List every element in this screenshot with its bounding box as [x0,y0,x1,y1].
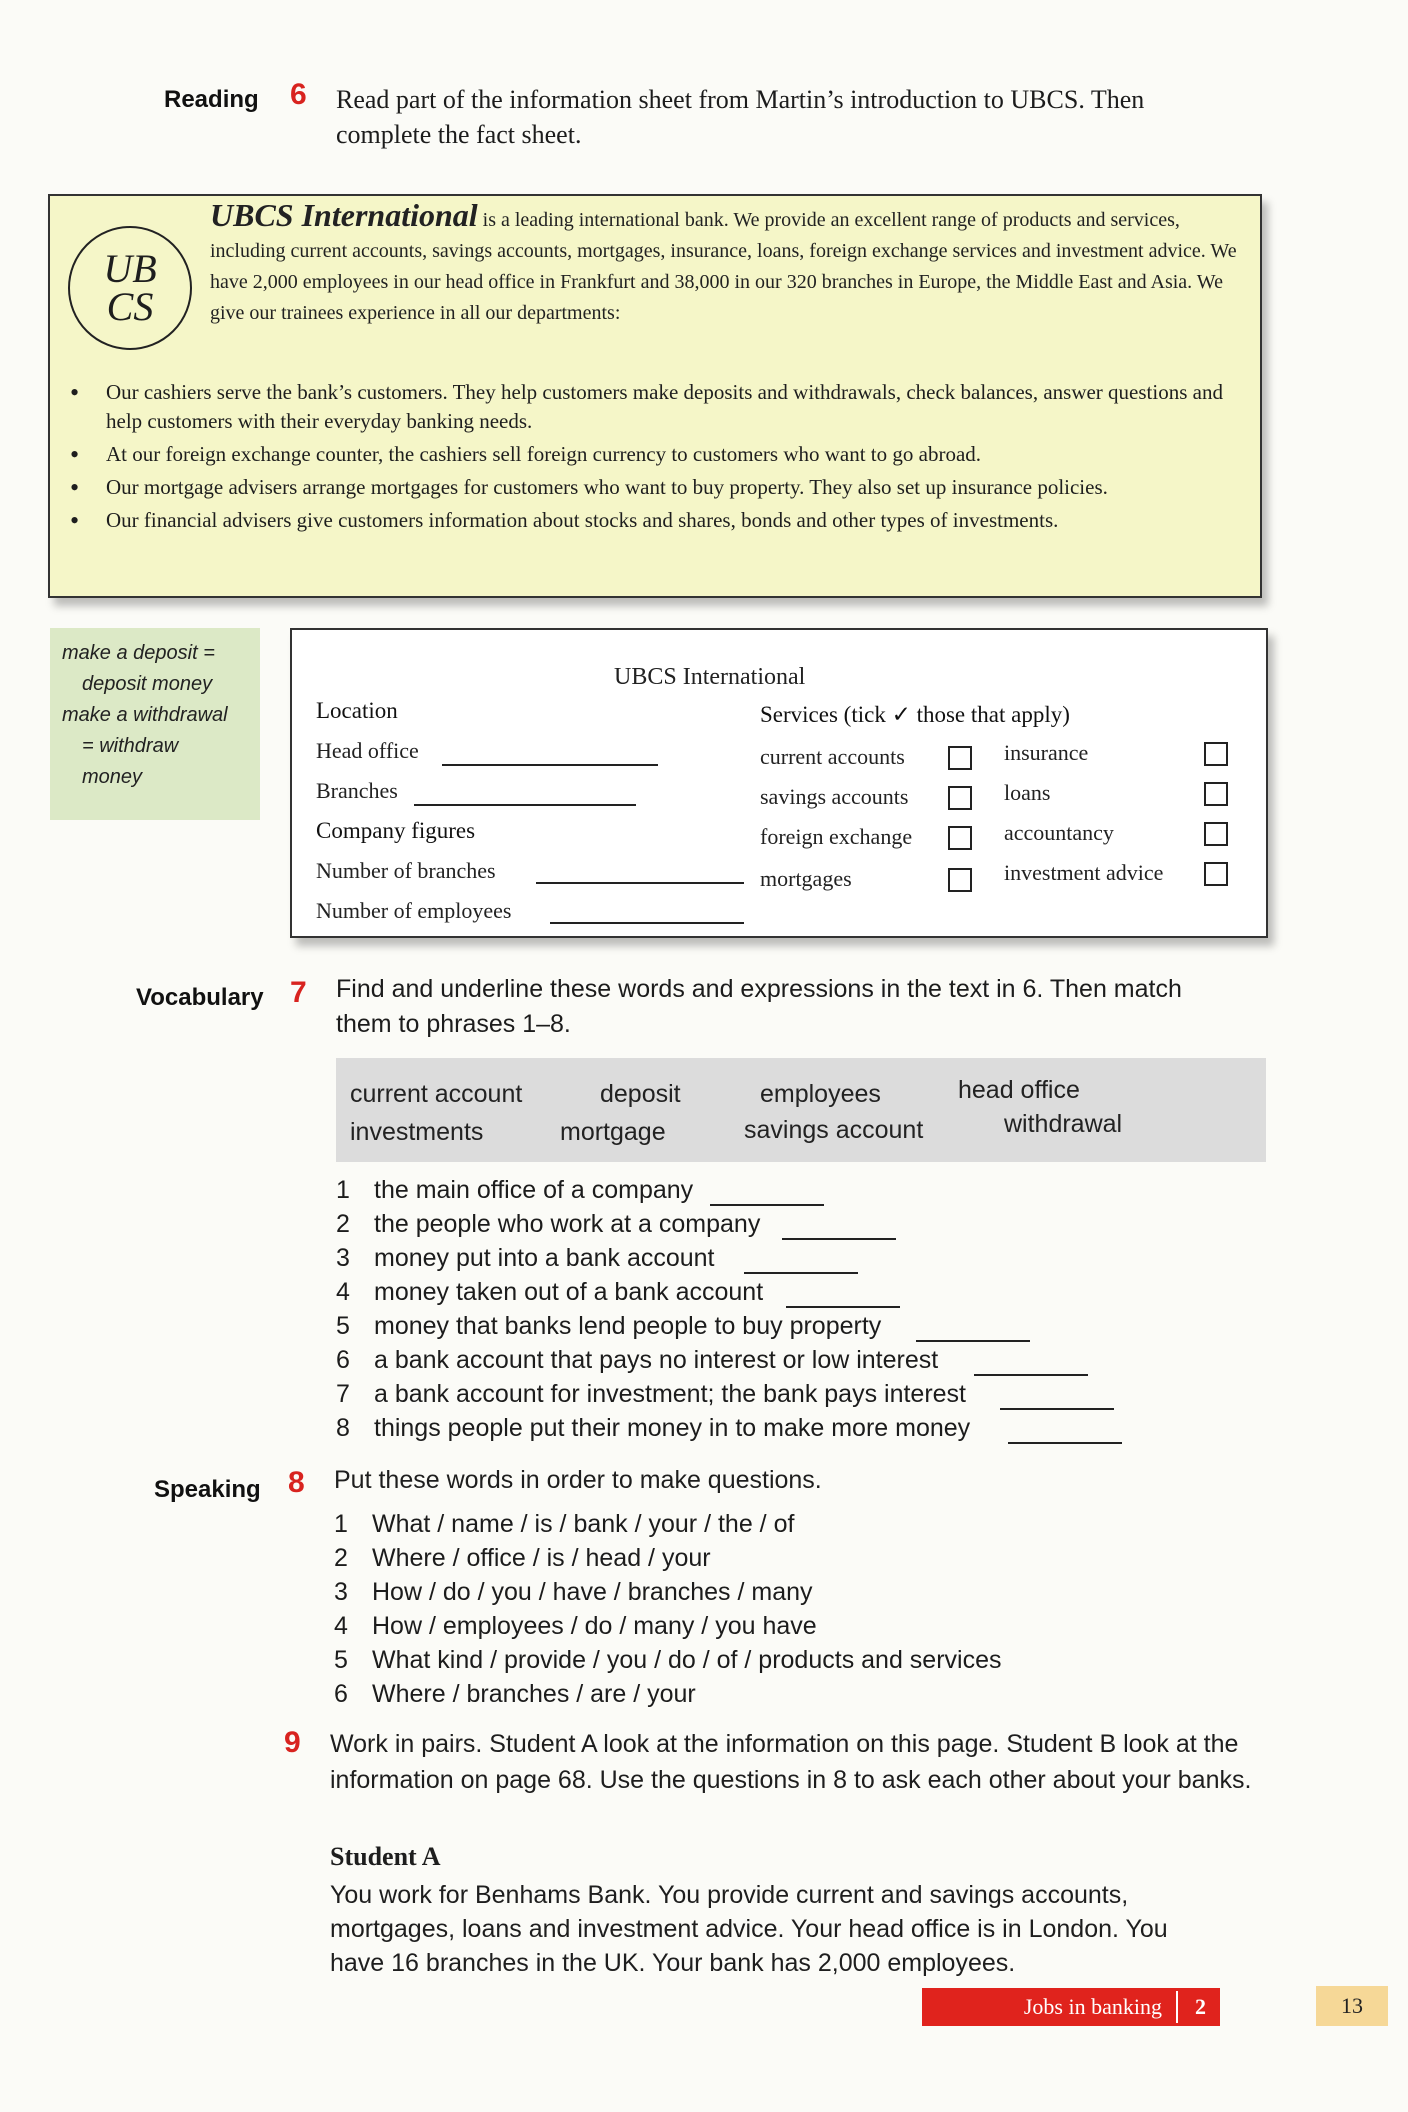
item-number: 3 [336,1244,350,1272]
company-figures-heading: Company figures [316,818,476,843]
item-number: 2 [336,1210,350,1238]
list-item [336,1210,760,1239]
list-item [336,1312,881,1341]
item-number: 5 [336,1312,350,1340]
list-item [336,1244,715,1273]
item-number: 6 [334,1680,348,1708]
item-number: 4 [336,1278,350,1306]
vocab-word: employees [760,1080,881,1108]
service-investment-advice: investment advice [1004,860,1164,885]
list-item [336,1414,970,1443]
student-a-heading: Student A [330,1842,441,1871]
item-text: the people who work at a company [374,1210,761,1238]
vocab-word: mortgage [560,1118,666,1146]
answer-line[interactable] [744,1272,858,1274]
item-text: the main office of a company [374,1176,694,1204]
department-bullet-list [70,378,1240,539]
vocab-word: current account [350,1080,523,1108]
item-number: 1 [334,1510,348,1538]
item-number: 1 [336,1176,350,1204]
checkbox-mortgages[interactable] [948,868,972,892]
item-number: 3 [334,1578,348,1606]
service-mortgages: mortgages [760,866,852,891]
bullet-item: • Our cashiers serve the bank’s customers. They help customers make deposits and withdrawals, check balances, answer questions and help customers with their everyday banking needs. [70,378,1240,436]
item-text: How / employees / do / many / you have [372,1612,817,1640]
list-item [334,1510,794,1539]
checkbox-foreign-exchange[interactable] [948,826,972,850]
list-item [336,1278,763,1307]
checkbox-savings-accounts[interactable] [948,786,972,810]
exercise-9-instruction: Work in pairs. Student A look at the information on this page. Student B look at the information on page 68. Use the questions in 8 to ask each other about your banks. [330,1730,1252,1794]
checkbox-insurance[interactable] [1204,742,1228,766]
exercise-8-instruction: Put these words in order to make questions. [334,1466,822,1494]
note-line: make a deposit = [62,642,215,664]
item-text: Where / branches / are / your [372,1680,696,1708]
ubcs-brand-name: UBCS International [210,197,478,233]
exercise-number-7: 7 [290,976,307,1009]
exercise-6-instruction: Read part of the information sheet from Martin’s introduction to UBCS. Then complete the fact sheet. [336,85,1145,149]
item-text: Where / office / is / head / your [372,1544,711,1572]
item-text: things people put their money in to make more money [374,1414,971,1442]
list-item [336,1380,966,1409]
answer-line[interactable] [916,1340,1030,1342]
list-item [334,1612,817,1641]
list-item [336,1346,938,1375]
note-line: deposit money [82,673,213,695]
number-of-branches-label: Number of branches [316,858,496,883]
services-heading: Services (tick ✓ those that apply) [760,702,1070,727]
vocabulary-word-box [336,1058,1266,1162]
answer-line[interactable] [974,1374,1088,1376]
fact-sheet-title: UBCS International [614,664,806,690]
section-label-speaking: Speaking [154,1476,261,1503]
number-of-employees-label: Number of employees [316,898,512,923]
item-text: money taken out of a bank account [374,1278,764,1306]
note-line: make a withdrawal [62,704,228,726]
logo-text-top: UB [103,246,157,291]
vocab-word: investments [350,1118,484,1146]
number-of-employees-answer-line[interactable] [550,922,744,924]
section-label-reading: Reading [164,86,259,113]
exercise-number-9: 9 [284,1726,301,1759]
unit-number: 2 [1195,1994,1206,2019]
list-item [334,1544,711,1573]
note-line: money [82,766,143,788]
item-number: 2 [334,1544,348,1572]
item-text: What / name / is / bank / your / the / of [372,1510,795,1538]
list-item [336,1176,693,1205]
bullet-item: • Our financial advisers give customers information about stocks and shares, bonds and other types of investments. [70,506,1240,535]
item-text: money put into a bank account [374,1244,715,1272]
ubcs-info-box [48,194,1262,598]
exercise-number-8: 8 [288,1466,305,1499]
vocab-word: savings account [744,1116,924,1144]
student-a-text: You work for Benhams Bank. You provide current and savings accounts, mortgages, loans and investment advice. Your head office is in London. You have 16 branches in the UK. Your bank has 2,000 employees. [330,1881,1168,1977]
service-foreign-exchange: foreign exchange [760,824,913,849]
checkbox-accountancy[interactable] [1204,822,1228,846]
page-number: 13 [1316,1986,1388,2026]
checkbox-investment-advice[interactable] [1204,862,1228,886]
logo-text-bottom: CS [106,284,154,329]
answer-line[interactable] [786,1306,900,1308]
answer-line[interactable] [782,1238,896,1240]
checkbox-loans[interactable] [1204,782,1228,806]
exercise-7-instruction: Find and underline these words and expressions in the text in 6. Then match them to phrases 1–8. [336,975,1182,1038]
answer-line[interactable] [1000,1408,1114,1410]
section-label-vocabulary: Vocabulary [136,984,264,1011]
service-savings-accounts: savings accounts [760,784,909,809]
head-office-answer-line[interactable] [442,764,658,766]
item-number: 4 [334,1612,348,1640]
unit-banner [922,1988,1220,2026]
list-item [334,1578,813,1607]
vocab-word: head office [958,1076,1080,1104]
service-loans: loans [1004,780,1051,805]
ubcs-intro-paragraph [210,197,1240,329]
location-heading: Location [316,698,398,723]
branches-answer-line[interactable] [414,804,636,806]
item-number: 8 [336,1414,350,1442]
service-accountancy: accountancy [1004,820,1114,845]
service-insurance: insurance [1004,740,1089,765]
bullet-item: • Our mortgage advisers arrange mortgages for customers who want to buy property. They also set up insurance policies. [70,473,1240,502]
item-text: What kind / provide / you / do / of / products and services [372,1646,1002,1674]
head-office-label: Head office [316,738,419,763]
answer-line[interactable] [1008,1442,1122,1444]
fact-sheet-form [290,628,1268,938]
checkbox-current-accounts[interactable] [948,746,972,770]
list-item [334,1680,696,1709]
item-number: 5 [334,1646,348,1674]
margin-note-deposit-withdraw [50,628,260,820]
note-line: = withdraw [82,735,179,757]
list-item [334,1646,1001,1675]
unit-title: Jobs in banking [1023,1994,1162,2019]
exercise-number-6: 6 [290,78,307,111]
number-of-branches-answer-line[interactable] [536,882,744,884]
item-text: a bank account for investment; the bank pays interest [374,1380,967,1408]
item-text: money that banks lend people to buy property [374,1312,882,1340]
item-text: a bank account that pays no interest or low interest [374,1346,939,1374]
service-current-accounts: current accounts [760,744,905,769]
vocab-word: withdrawal [1004,1110,1123,1138]
item-number: 7 [336,1380,350,1408]
vocab-word: deposit [600,1080,681,1108]
bullet-item: • At our foreign exchange counter, the cashiers sell foreign currency to customers who want to go abroad. [70,440,1240,469]
answer-line[interactable] [710,1204,824,1206]
unit-divider [1176,1991,1178,2023]
item-number: 6 [336,1346,350,1374]
ubcs-logo [68,226,192,350]
branches-label: Branches [316,778,398,803]
item-text: How / do / you / have / branches / many [372,1578,813,1606]
ubcs-intro-text: is a leading international bank. We provide an excellent range of products and services, including current accounts, savings accounts, mortgages, insurance, loans, foreign exchange services and investment advice. We have 2,000 employees in our head office in Frankfurt and 38,000 in our 320 branches in Europe, the Middle East and Asia. We give our trainees experience in all our departments: [210,209,1237,324]
